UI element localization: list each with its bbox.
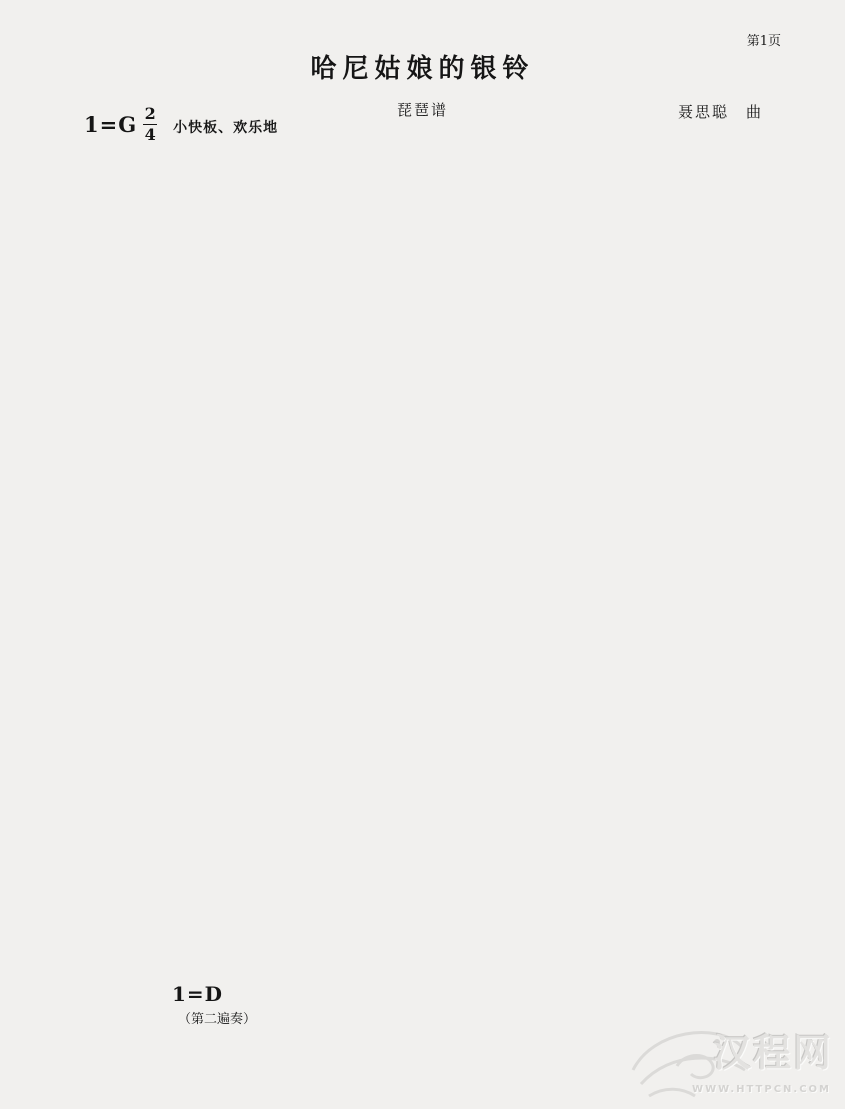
subtitle: 琵琶谱 bbox=[396, 101, 448, 119]
key-change-tonic: 1=D bbox=[172, 982, 224, 1006]
meter-numerator: 2 bbox=[144, 104, 156, 123]
meter-denominator: 4 bbox=[144, 124, 156, 144]
key-signature bbox=[84, 106, 278, 143]
tempo-marking: 小快板、欢乐地 bbox=[173, 120, 279, 137]
time-signature bbox=[143, 106, 157, 143]
watermark-url: WWW.HTTPCN.COM bbox=[692, 1084, 831, 1095]
composer: 聂思聪 曲 bbox=[677, 103, 763, 121]
page-title: 哈尼姑娘的银铃 bbox=[310, 54, 535, 84]
key-tonic: 1=G bbox=[84, 111, 138, 137]
page-number: 第1页 bbox=[746, 34, 781, 49]
watermark-site-name: 汉程网 bbox=[712, 1030, 833, 1075]
key-change-note: （第二遍奏） bbox=[178, 1012, 257, 1027]
watermark bbox=[625, 1008, 835, 1103]
